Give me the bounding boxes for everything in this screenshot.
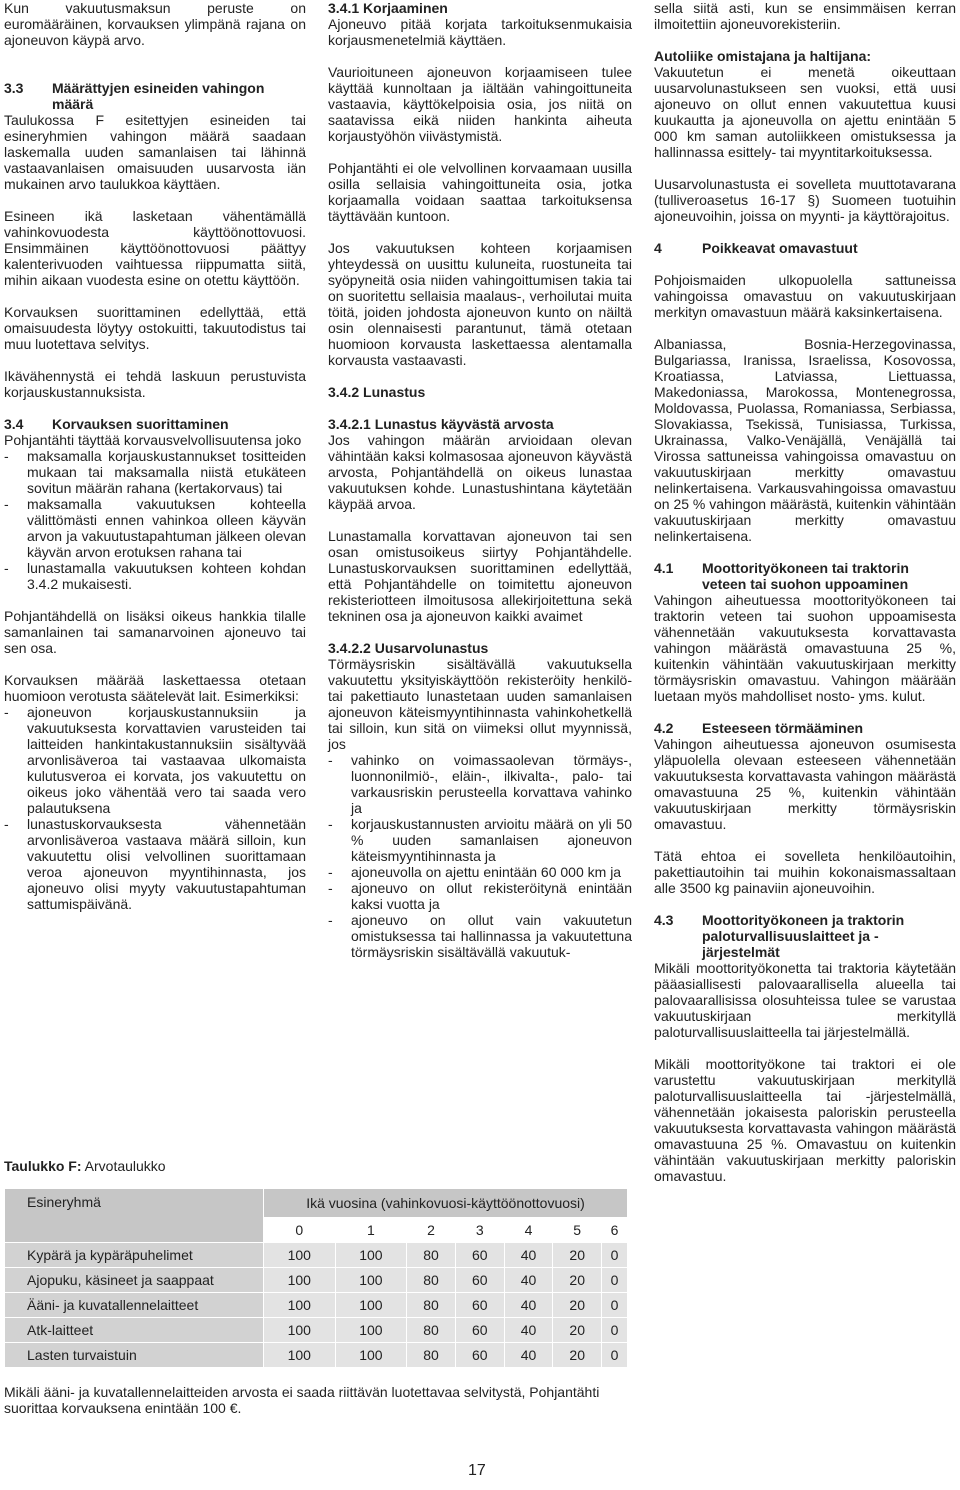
table-cell: 20 <box>553 1318 602 1343</box>
table-cell: 80 <box>407 1243 456 1268</box>
dash-list <box>4 448 306 592</box>
table-row <box>5 1318 628 1343</box>
paragraph: Vahingon aiheutuessa moottorityökoneen tai traktorin veteen tai suohon uppoamisesta vähennetään vakuutuksesta korvattavasta vahingon määrästä omavastuuna 25 %, kuitenkin vähintään vakuutuskirjaan merkitty törmäysriskin omavastuu. Vahingon määrään luetaan myös mahdolliset nosto- yms. kulut. <box>654 592 956 704</box>
table-footnote: Mikäli ääni- ja kuvatallennelaitteiden arvosta ei saada riittävän luotettavaa selvitystä, Pohjantähti suorittaa korvauksena enintään 100 €. <box>4 1384 600 1416</box>
table-cell: 20 <box>553 1293 602 1318</box>
list-item: - ajoneuvon korjauskustannuksiin ja vakuutuksesta korvattavien varusteiden tai laitteiden hankintakustannuksiin sisältyvää arvonlisäveroa tai vastaavaa ulkomaista kulutusveroa ei korvata, jos vakuutettu on oikeus joko vähentää vero tai saada vero palautuksena <box>4 704 306 816</box>
table-title <box>4 1158 166 1174</box>
table-cell: 0 <box>602 1318 628 1343</box>
paragraph: Kun vakuutusmaksun peruste on euromääräinen, korvauksen ylimpänä rajana on ajoneuvon käypä arvo. <box>4 0 306 48</box>
value-table <box>4 1188 628 1368</box>
table-cell: 60 <box>455 1243 504 1268</box>
paragraph: Jos vakuutuksen kohteen korjaamisen yhteydessä on uusittu kuluneita, ruostuneita tai syöpyneitä osia niiden vahingoittumisen takia tai on suoritettu sellaisia maalaus-, verhoilutai muita töitä, joiden johdosta ajoneuvon kunto on näiltä osin olennaisesti parantunut, tämä otetaan huomioon korvausta laskettaessa alentamalla korvausta vastaavasti. <box>328 240 632 368</box>
table-row <box>5 1268 628 1293</box>
section-heading-4-1 <box>654 560 956 592</box>
paragraph: Ikävähennystä ei tehdä laskuun perustuvista korjauskustannuksista. <box>4 368 306 400</box>
table-cell: 60 <box>455 1268 504 1293</box>
year-cell: 2 <box>407 1218 456 1243</box>
section-title: Korvauksen suorittaminen <box>52 416 229 432</box>
section-number: 3.4 <box>4 416 24 432</box>
row-label: Ääni- ja kuvatallennelaitteet <box>5 1293 264 1318</box>
row-label: Atk-laitteet <box>5 1318 264 1343</box>
table-cell: 0 <box>602 1343 628 1368</box>
section-number: 4.1 <box>654 560 674 576</box>
list-item: - ajoneuvo on ollut rekisteröitynä enintään kaksi vuotta ja <box>328 880 632 912</box>
table-cell: 0 <box>602 1268 628 1293</box>
column-header-group: Esineryhmä <box>5 1189 264 1243</box>
table-cell: 60 <box>455 1318 504 1343</box>
column-middle <box>328 0 632 976</box>
table-cell: 0 <box>602 1293 628 1318</box>
table-cell: 80 <box>407 1318 456 1343</box>
paragraph: Vahingon aiheutuessa ajoneuvon osumisesta yläpuolella olevaan esteeseen vähennetään vakuutuksesta korvattavasta vahingon määrästä omavastuuna 25 %, kuitenkin vähintään vakuutuskirjaan merkitty törmäysriskin omavastuu. <box>654 736 956 832</box>
table-row <box>5 1343 628 1368</box>
table-cell: 100 <box>335 1268 407 1293</box>
section-heading-3-4-2-2: 3.4.2.2 Uusarvolunastus <box>328 640 489 656</box>
section-heading-4 <box>654 240 956 256</box>
column-right <box>654 0 956 1200</box>
section-heading-4-3 <box>654 912 956 960</box>
table-cell: 60 <box>455 1343 504 1368</box>
table-cell: 20 <box>553 1343 602 1368</box>
list-item: - korjauskustannusten arvioitu määrä on yli 50 % uuden samanlaisen ajoneuvon käteismyyntihinnasta ja <box>328 816 632 864</box>
table-cell: 100 <box>264 1318 336 1343</box>
year-cell: 4 <box>504 1218 553 1243</box>
section-heading-3-4-1: 3.4.1 Korjaaminen <box>328 0 448 16</box>
section-number: 4.2 <box>654 720 674 736</box>
section-heading-3-4 <box>4 416 306 432</box>
paragraph: Uusarvolunastusta ei sovelleta muuttotavarana (tulliveroasetus 16-17 §) Suomeen tuotuihin ajoneuvoihin, joissa on myynti- ja käyttörajoitus. <box>654 176 956 224</box>
list-item: - ajoneuvolla on ajettu enintään 60 000 km ja <box>328 864 632 880</box>
column-header-age: Ikä vuosina (vahinkovuosi-käyttöönottovuosi) <box>264 1189 628 1218</box>
paragraph: sella siitä asti, kun se ensimmäisen kerran ilmoitettiin ajoneuvorekisteriin. <box>654 0 956 32</box>
year-cell: 3 <box>455 1218 504 1243</box>
table-cell: 80 <box>407 1343 456 1368</box>
list-item: - maksamalla vakuutuksen kohteella välittömästi ennen vahinkoa olleen käyvän arvon ja vakuutustapahtuman jälkeen olevan käyvän arvon erotuksen rahana tai <box>4 496 306 560</box>
table-name: Arvotaulukko <box>84 1158 166 1174</box>
section-heading-3-4-2-1: 3.4.2.1 Lunastus käyvästä arvosta <box>328 416 554 432</box>
paragraph: Pohjantähti täyttää korvausvelvollisuutensa joko <box>4 432 302 448</box>
table-label: Taulukko F: <box>4 1158 82 1174</box>
dash-list <box>4 704 306 912</box>
table-cell: 0 <box>602 1243 628 1268</box>
year-cell: 0 <box>264 1218 336 1243</box>
table-cell: 100 <box>264 1293 336 1318</box>
paragraph: Taulukossa F esitettyjen esineiden tai esineryhmien vahingon määrä saadaan laskemalla uuden samanlaisen tai lähinnä vastaavanlaisen omaisuuden uusarvosta iän mukainen arvo taulukkoa käyttäen. <box>4 112 306 192</box>
table-cell: 40 <box>504 1318 553 1343</box>
section-number: 4 <box>654 240 662 256</box>
paragraph: Mikäli moottorityökonetta tai traktoria käytetään pääasiallisesti palovaarallisella alueella tai palovaarallisissa olosuhteissa tulee se varustaa vakuutuskirjaan merkityllä paloturvallisuuslaitteella tai järjestelmällä. <box>654 960 956 1040</box>
table-cell: 100 <box>335 1318 407 1343</box>
column-left <box>4 0 306 928</box>
table-cell: 100 <box>264 1343 336 1368</box>
table-cell: 100 <box>264 1243 336 1268</box>
table-cell: 20 <box>553 1268 602 1293</box>
paragraph: Esineen ikä lasketaan vähentämällä vahinkovuodesta käyttöönottovuosi. Ensimmäinen käyttöönottovuosi päättyy kalenterivuoden vaihtuessa riippumatta siitä, mihin aikaan vuodesta esine on otettu käyttöön. <box>4 208 306 288</box>
paragraph: Korvauksen määrää laskettaessa otetaan huomioon verotusta säätelevät lait. Esimerkiksi: <box>4 672 306 704</box>
year-cell: 1 <box>335 1218 407 1243</box>
table-cell: 80 <box>407 1293 456 1318</box>
section-number: 4.3 <box>654 912 674 928</box>
table-row <box>5 1243 628 1268</box>
section-title: Moottorityökoneen tai traktorin veteen tai suohon uppoaminen <box>702 560 909 592</box>
section-title: Määrättyjen esineiden vahingon määrä <box>52 80 265 112</box>
row-label: Lasten turvaistuin <box>5 1343 264 1368</box>
table-cell: 100 <box>335 1293 407 1318</box>
paragraph: Lunastamalla korvattavan ajoneuvon tai sen osan omistusoikeus siirtyy Pohjantähdelle. Lunastuskorvauksen suorittaminen edellyttää, että Pohjantähdelle on toimitettu ajoneuvon rekisteriotteen ilmoitusosa allekirjoitettuna sekä tekninen osa ja ajoneuvon kaikki avaimet <box>328 528 632 624</box>
section-heading-3-4-2: 3.4.2 Lunastus <box>328 384 426 400</box>
list-item: - vahinko on voimassaolevan törmäys-, luonnonilmiö-, eläin-, ilkivalta-, palo- tai varkausriskin perusteella korvattava vahinko ja <box>328 752 632 816</box>
section-number: 3.3 <box>4 80 24 96</box>
table-cell: 60 <box>455 1293 504 1318</box>
table-cell: 40 <box>504 1343 553 1368</box>
paragraph: Vaurioituneen ajoneuvon korjaamiseen tulee käyttää kunnoltaan ja iältään vahingoittuneita vastaavia, käyttökelpoisia osia, jos niitä on saatavissa eikä niiden hankinta aiheuta korjaustyöhön viivästymistä. <box>328 64 632 144</box>
page-number: 17 <box>468 1462 486 1479</box>
paragraph: Törmäysriskin sisältävällä vakuutuksella vakuutettu yksityiskäyttöön rekisteröity henkilö- tai pakettiauto lunastetaan uuden samanlaisen ajoneuvon käteismyyntihinnasta vahinkohetkellä tai silloin, kun sitä on viimeksi ollut myynnissä, jos <box>328 656 632 752</box>
paragraph: Pohjantähti ei ole velvollinen korvaamaan uusilla osilla sellaisia vahingoittuneita osia, jotka korjaamalla voidaan saattaa tarkoituksensa täyttävään kuntoon. <box>328 160 632 224</box>
table-header-row <box>5 1189 628 1218</box>
section-title: Esteeseen törmääminen <box>702 720 864 736</box>
table-cell: 100 <box>335 1243 407 1268</box>
row-label: Kypärä ja kypäräpuhelimet <box>5 1243 264 1268</box>
table-cell: 80 <box>407 1268 456 1293</box>
section-title: Moottorityökoneen ja traktorin paloturvallisuuslaitteet ja -järjestelmät <box>702 912 905 960</box>
row-label: Ajopuku, käsineet ja saappaat <box>5 1268 264 1293</box>
subheading-dealer: Autoliike omistajana ja haltijana: <box>654 48 872 64</box>
paragraph: Pohjoismaiden ulkopuolella sattuneissa vahingoissa omavastuu on vakuutuskirjaan merkityn omavastuun määrä kaksinkertaisena. <box>654 272 956 320</box>
table-cell: 40 <box>504 1293 553 1318</box>
paragraph: Korvauksen suorittaminen edellyttää, että omaisuudesta löytyy ostokuitti, takuutodistus tai muu luotettava selvitys. <box>4 304 306 352</box>
paragraph: Tätä ehtoa ei sovelleta henkilöautoihin, pakettiautoihin tai muihin kokonaismassaltaan alle 3500 kg painaviin ajoneuvoihin. <box>654 848 956 896</box>
paragraph: Jos vahingon määrän arvioidaan olevan vähintään kaksi kolmasosaa ajoneuvon käyvästä arvosta, Pohjantähdellä on oikeus lunastaa vakuutuksen kohde. Lunastushintana käytetään käypää arvoa. <box>328 432 632 512</box>
list-item: - lunastuskorvauksesta vähennetään arvonlisäveroa vastaava määrä silloin, kun vakuutettu olisi velvollinen suorittamaan veroa ajoneuvon myyntihinnasta, jos ajoneuvo olisi myyty vakuutustapahtuman sattumispäivänä. <box>4 816 306 912</box>
list-item: - ajoneuvo on ollut vain vakuutetun omistuksessa tai hallinnassa ja vakuutettuna törmäysriskin sisältävällä vakuutuk- <box>328 912 632 960</box>
table-cell: 100 <box>264 1268 336 1293</box>
section-heading-4-2 <box>654 720 956 736</box>
table-cell: 20 <box>553 1243 602 1268</box>
list-item: - lunastamalla vakuutuksen kohteen kohdan 3.4.2 mukaisesti. <box>4 560 306 592</box>
dash-list <box>328 752 632 960</box>
section-heading-3-3 <box>4 80 306 112</box>
table-row <box>5 1293 628 1318</box>
paragraph: Pohjantähdellä on lisäksi oikeus hankkia tilalle samanlainen tai samanarvoinen ajoneuvo tai sen osa. <box>4 608 306 656</box>
table-cell: 40 <box>504 1243 553 1268</box>
table-cell: 40 <box>504 1268 553 1293</box>
paragraph: Mikäli moottorityökone tai traktori ei ole varustettu vakuutuskirjaan merkityllä paloturvallisuuslaitteella tai -järjestelmällä, vähennetään jokaisesta paloriskin perusteella vakuutuksesta korvattavasta vahingon määrästä omavastuuna 25 %. Omavastuu on kuitenkin vähintään vakuutuskirjaan merkitty paloriskin omavastuu. <box>654 1056 956 1184</box>
list-item: - maksamalla korjauskustannukset tositteiden mukaan tai maksamalla niistä etukäteen sovitun määrän rahana (kertakorvaus) tai <box>4 448 306 496</box>
paragraph: Vakuutetun ei menetä oikeuttaan uusarvolunastukseen sen vuoksi, että uusi ajoneuvo on ollut ennen vakuutettua kuusi kuukautta ja ajoneuvolla on ajettu enintään 5 000 km saman autoliikkeen omistuksessa ja hallinnassa esittely- tai myyntitarkoituksessa. <box>654 64 956 160</box>
year-cell: 6 <box>602 1218 628 1243</box>
year-cell: 5 <box>553 1218 602 1243</box>
table-cell: 100 <box>335 1343 407 1368</box>
paragraph: Ajoneuvo pitää korjata tarkoituksenmukaisia korjausmenetelmiä käyttäen. <box>328 16 632 48</box>
paragraph: Albaniassa, Bosnia-Herzegovinassa, Bulgariassa, Iranissa, Israelissa, Kosovossa, Kroatiassa, Latviassa, Liettuassa, Makedoniassa, Marokossa, Montenegrossa, Moldovassa, Puolassa, Romaniassa, Serbiassa, Slovakiassa, Tsekissä, Tunisiassa, Turkissa, Ukrainassa, Valko-Venäjällä, Venäjällä tai Virossa sattuneissa vahingoissa omavastuu on vakuutuskirjaan merkitty omavastuu nelinkertaisena. Varkausvahingoissa omavastuu on 25 % vahingon määrästä, kuitenkin vähintään vakuutuskirjaan merkitty omavastuu nelinkertaisena. <box>654 336 956 544</box>
section-title: Poikkeavat omavastuut <box>702 240 858 256</box>
